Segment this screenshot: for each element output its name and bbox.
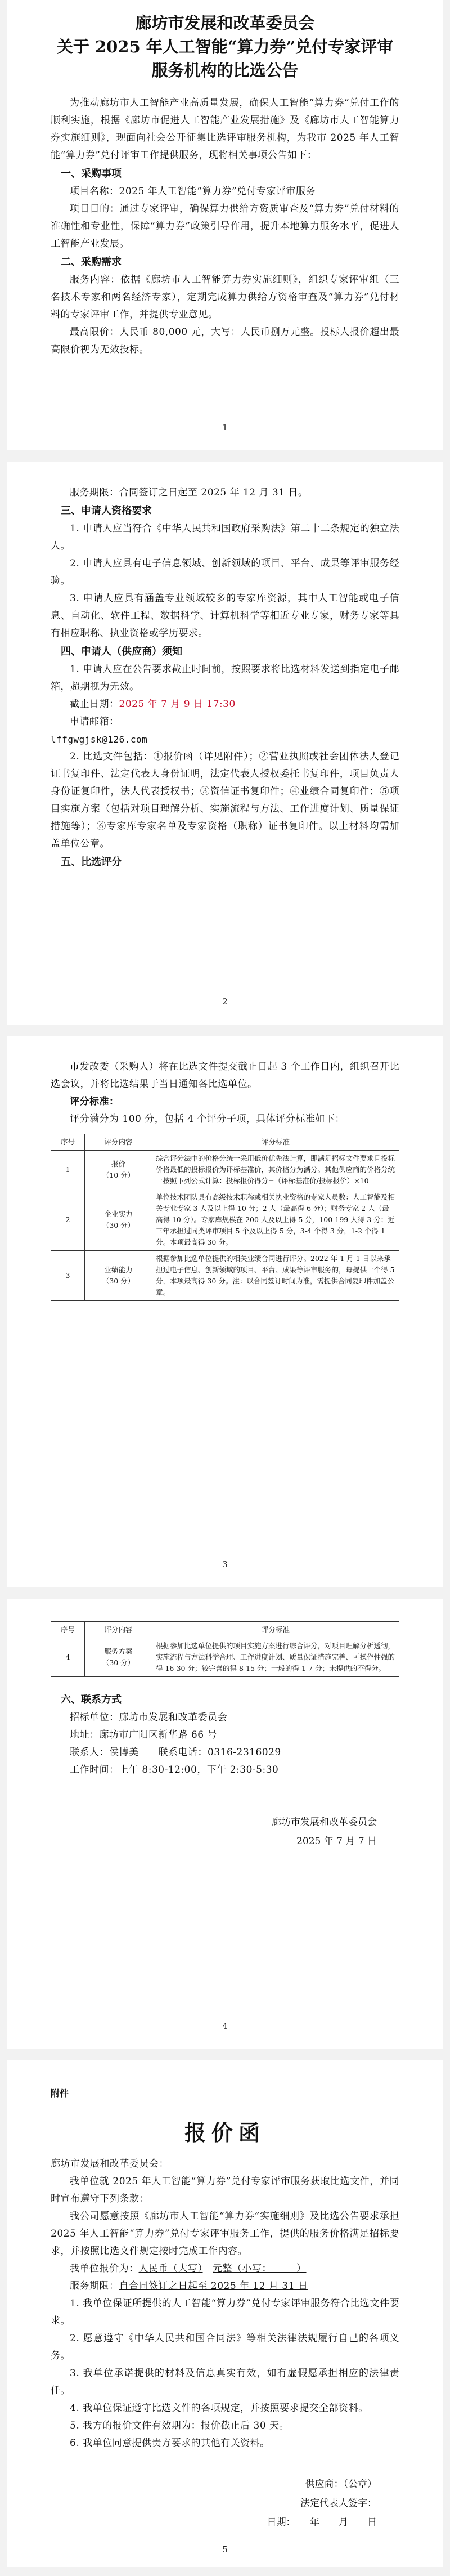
table-header: 序号 [51,1134,85,1151]
quote-para-2: 我公司愿意按照《廊坊市人工智能“算力券”实施细则》及比选公告要求承担 2025 年人工智能“算力券”兑付专家评审服务工作，提供的服务价格满足招标要求，并按照比选文件规定按时完成工作内容。 [51,2211,399,2257]
section-heading: 五、比选评分 [61,856,122,868]
commitment-4: 4. 我单位保证遵守比选文件的各项规定，并按照要求提交全部资料。 [70,2403,368,2414]
commitment-3: 3. 我单位承诺提供的材料及信息真实有效，如有虚假愿承担相应的法律责任。 [51,2368,399,2396]
contact-address: 地址：廊坊市广阳区新华路 66 号 [70,1729,217,1741]
item-score: （30 分） [102,1658,135,1667]
table-header-row [51,1622,399,1638]
section-heading: 三、申请人资格要求 [61,505,152,517]
item-score: （30 分） [102,1277,135,1285]
price-label: 我单位报价为： [70,2263,139,2274]
row-standard: 单位技术团队具有高级技术职称或相关执业资格的专家人员数：人工智能及相关专业专家 3 人及以上得 10 分；2 人（最高得 6 分）；财务专家 2 人（最高得 10 分）。专家库规模在 200 人及以上得 5 分，100-199 人得 3 分；近三年承担过同类评审项目 5 个及以上得 5 分，3-4 个得 3 分，1-2 个得 1 分。本项最高得 30 分。 [152,1189,399,1251]
price-line [51,2260,399,2278]
page-number: 2 [222,996,228,1007]
project-goal: 项目目的：通过专家评审，确保算力供给方资质审查及“算力券”兑付材料的准确性和专业性，保障“算力券”政策引导作用，提升本地算力服务水平，促进人工智能产业发展。 [51,203,399,249]
table-header: 评分标准 [152,1622,399,1638]
project-name: 项目名称：2025 年人工智能“算力券”兑付专家评审服务 [70,186,316,197]
qualification-1: 1. 申请人应当符合《中华人民共和国政府采购法》第二十二条规定的独立法人。 [51,523,399,552]
notice-2: 2. 比选文件包括：①报价函（详见附件）；②营业执照或社会团体法人登记证书复印件、法定代表人身份证明，法定代表人授权委托书复印件，项目负责人身份证复印件，法人代表授权书；③资信证书复印件；④业绩合同复印件；⑤项目实施方案（包括对项目理解分析、实施流程与方法、工作进度计划、质量保证措施等）；⑥专家库专家名单及专家资格（职称）证书复印件。以上材料均需加盖单位公章。 [51,751,399,849]
email-label: 申请邮箱： [70,716,119,727]
item-name: 企业实力 [104,1210,133,1218]
price-num-field[interactable]: 元整（小写： ） [213,2263,307,2274]
item-score: （30 分） [102,1221,135,1229]
price-limit: 最高限价：人民币 80,000 元，大写：人民币捌万元整。投标人报价超出最高限价视为无效投标。 [51,327,399,355]
email-link[interactable]: lffgwgjsk@126.com [51,734,148,745]
commitment-6: 6. 我单位同意提供贵方要求的其他有关资料。 [70,2438,270,2449]
quote-para-1: 我单位就 2025 年人工智能“算力券”兑付专家评审服务获取比选文件，并同时宣布遵守下列条款： [51,2176,399,2204]
page-number: 1 [222,422,228,432]
period-value: 自合同签订之日起至 2025 年 12 月 31 日 [119,2280,308,2292]
table-header: 评分标准 [152,1134,399,1151]
row-standard: 综合评分法中的价格分统一采用低价优先法计算，即满足招标文件要求且投标价格最低的投标报价为评标基准价，其价格分为满分。其他供应商的价格分统一按照下列公式计算：投标报价得分=（评标基准价/投标报价）×10 [152,1151,399,1189]
table-row [51,1638,399,1677]
item-score: （10 分） [102,1171,135,1179]
table-row [51,1151,399,1189]
document-page-3 [7,1036,443,1587]
row-number: 2 [51,1189,85,1251]
page-number: 4 [222,2021,228,2031]
row-item [85,1251,152,1301]
legal-rep-signature: 法定代表人签字： [300,2498,377,2509]
qualification-3: 3. 申请人应具有涵盖专业领域较多的专家库资源，其中人工智能或电子信息、自动化、软件工程、数据科学、计算机科学等相近专业专家，财务专家等具有相应职称、执业资格或学历要求。 [51,593,399,639]
row-item [85,1189,152,1251]
doc-title-line3: 服务机构的比选公告 [151,61,299,80]
row-item [85,1638,152,1677]
section-heading: 二、采购需求 [61,256,122,268]
commitment-1: 1. 我单位保证所提供的人工智能“算力券”兑付专家评审服务符合比选文件要求。 [51,2298,399,2327]
row-number: 1 [51,1151,85,1189]
score-title: 评分标准： [70,1096,119,1107]
table-header: 序号 [51,1622,85,1638]
table-header: 评分内容 [85,1622,152,1638]
item-name: 业绩能力 [104,1265,133,1274]
evaluation-intro: 市发改委（采购人）将在比选文件提交截止日起 3 个工作日内，组织召开比选会议，并将比选结果于当日通知各比选单位。 [51,1061,399,1090]
deadline-label: 截止日期： [70,699,119,710]
price-cn-field[interactable]: 人民币（大写） [138,2263,203,2274]
doc-title-line1: 廊坊市发展和改革委员会 [135,14,315,33]
row-standard: 根据参加比选单位提供的相关业绩合同进行评分。2022 年 1 月 1 日以来承担过电子信息、创新领域的项目、平台、成果等评审服务的，每提供一个得 5 分，本项最高得 30 分。注：以合同签订时间为准，需提供合同复印件加盖公章。 [152,1251,399,1301]
page-number: 5 [222,2544,228,2555]
table-header-row [51,1134,399,1151]
document-page-4 [7,1599,443,2049]
addressee: 廊坊市发展和改革委员会： [51,2158,169,2170]
row-number: 4 [51,1638,85,1677]
quote-letter-title: 报价函 [184,2120,266,2145]
table-header: 评分内容 [85,1134,152,1151]
qualification-2: 2. 申请人应具有电子信息领域、创新领域的项目、平台、成果等评审服务经验。 [51,558,399,587]
table-row [51,1251,399,1301]
score-table [51,1134,399,1301]
notice-1: 1. 申请人应在公告要求截止时间前，按照要求将比选材料发送到指定电子邮箱，超期视为无效。 [51,664,399,692]
supplier-seal: 供应商：（公章） [305,2479,377,2490]
contact-person: 联系人：侯博美 联系电话：0316-2316029 [70,1747,281,1758]
document-page-1 [7,0,443,450]
contact-hours: 工作时间：上午 8:30-12:00，下午 2:30-5:30 [70,1764,279,1776]
attachment-label: 附件 [51,2088,69,2099]
signature-org: 廊坊市发展和改革委员会 [272,1817,377,1828]
document-page-2 [7,462,443,1025]
period-label: 服务期限： [70,2280,119,2292]
item-name: 报价 [111,1160,125,1168]
section-heading: 一、采购事项 [61,168,122,180]
signature-date: 2025 年 7 月 7 日 [296,1836,377,1847]
score-table-continued [51,1621,399,1677]
page-number: 3 [222,1559,228,1569]
commitment-2: 2. 愿意遵守《中华人民共和国合同法》等相关法律法规履行自己的各项义务。 [51,2333,399,2362]
period-line [51,2278,399,2295]
row-number: 3 [51,1251,85,1301]
row-standard: 根据参加比选单位提供的项目实施方案进行综合评分，对项目理解分析透彻，实施流程与方法科学合理、工作进度计划、质量保证措施完善、可操作性强的得 16-30 分；较完善的得 8-15 分；一般的得 1-7 分；未提供的不得分。 [152,1638,399,1677]
section-heading: 四、申请人（供应商）须知 [61,646,182,658]
signature-date: 日期： 年 月 日 [267,2517,377,2528]
service-content: 服务内容：依据《廊坊市人工智能算力券实施细则》，组织专家评审组（三名技术专家和两名经济专家），定期完成算力供给方资格审查及“算力券”兑付材料的专家评审工作，并提供专业意见。 [51,274,399,320]
item-name: 服务方案 [104,1647,133,1656]
commitment-5: 5. 我方的报价文件有效期为：报价截止后 30 天。 [70,2420,290,2431]
row-item [85,1151,152,1189]
score-summary: 评分满分为 100 分，包括 4 个评分子项，具体评分标准如下： [70,1113,345,1125]
table-row [51,1189,399,1251]
deadline-line [51,696,399,713]
intro-paragraph: 为推动廊坊市人工智能产业高质量发展，确保人工智能“算力券”兑付工作的顺利实施，根据《廊坊市促进人工智能产业发展措施》及《廊坊市人工智能算力券实施细则》，现面向社会公开征集比选评审服务机构，为我市 2025 年人工智能“算力券”兑付评审工作提供服务，现将相关事项公告如下： [51,97,399,161]
doc-title-line2: 关于 2025 年人工智能“算力券”兑付专家评审 [56,37,394,56]
service-period: 服务期限：合同签订之日起至 2025 年 12 月 31 日。 [70,487,308,498]
deadline-value: 2025 年 7 月 9 日 17:30 [119,699,236,710]
section-heading: 六、联系方式 [61,1694,122,1706]
document-page-5 [7,2060,443,2567]
contact-org: 招标单位：廊坊市发展和改革委员会 [70,1712,227,1723]
